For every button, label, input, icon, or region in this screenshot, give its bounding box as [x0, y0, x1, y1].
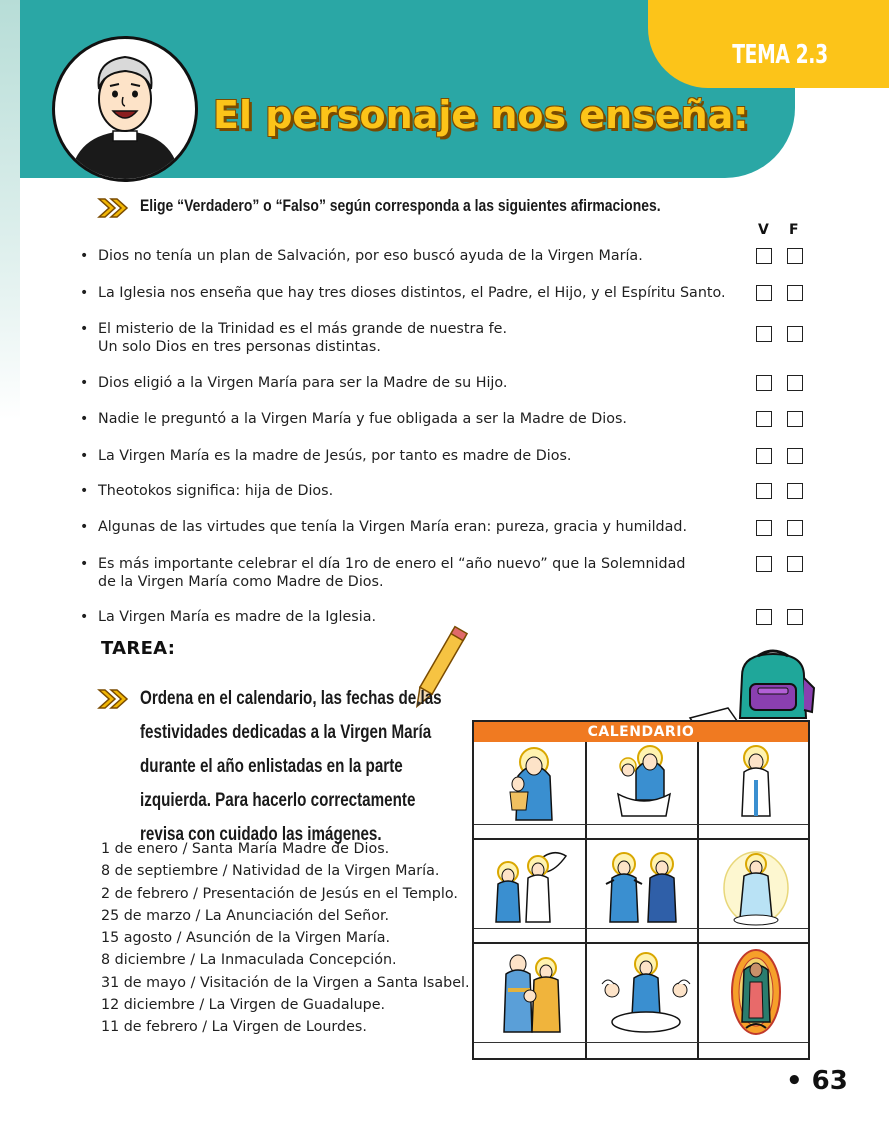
grid-line: [474, 928, 808, 929]
mother-of-god-image: [496, 746, 564, 822]
true-checkbox[interactable]: [756, 248, 772, 264]
date-item: 1 de enero / Santa María Madre de Dios.: [101, 841, 390, 857]
tema-label: TEMA 2.3: [732, 40, 828, 70]
statement-item: • Dios eligió a la Virgen María para ser la Madre de su Hijo.: [80, 375, 508, 391]
grid-line: [585, 742, 587, 1058]
false-checkbox[interactable]: [787, 448, 803, 464]
true-column-header: V: [758, 222, 769, 238]
true-checkbox[interactable]: [756, 609, 772, 625]
true-checkbox[interactable]: [756, 411, 772, 427]
date-list: [101, 838, 470, 1039]
statement-item: • La Iglesia nos enseña que hay tres dioses distintos, el Padre, el Hijo, y el Espíritu Santo.: [80, 285, 726, 301]
nativity-image: [610, 744, 678, 822]
calendar-title: CALENDARIO: [474, 722, 808, 742]
grid-line: [697, 742, 699, 1058]
grid-line: [474, 824, 808, 825]
homework-instruction: Ordena en el calendario, las fechas de las festividades dedicadas a la Virgen María durante el año enlistadas en la parte izquierda. Para hacerlo correctamente revisa con cuidado las imágenes.: [140, 688, 442, 845]
grid-line: [474, 1042, 808, 1043]
statement-item: • Nadie le preguntó a la Virgen María y fue obligada a ser la Madre de Dios.: [80, 411, 627, 427]
statement-item: • Algunas de las virtudes que tenía la Virgen María eran: pureza, gracia y humildad.: [80, 519, 687, 535]
visitation-image: [598, 850, 690, 924]
date-item: 31 de mayo / Visitación de la Virgen a Santa Isabel.: [101, 974, 470, 991]
false-checkbox[interactable]: [787, 411, 803, 427]
guadalupe-image: [730, 948, 782, 1038]
calendar-grid: [472, 720, 810, 1060]
false-checkbox[interactable]: [787, 483, 803, 499]
date-item: 2 de febrero / Presentación de Jesús en el Templo.: [101, 885, 458, 902]
annunciation-image: [490, 846, 570, 926]
assumption-image: [600, 950, 692, 1036]
false-checkbox[interactable]: [787, 326, 803, 342]
false-checkbox[interactable]: [787, 609, 803, 625]
true-checkbox[interactable]: [756, 375, 772, 391]
left-decorative-strip: [0, 0, 20, 420]
true-checkbox[interactable]: [756, 556, 772, 572]
priest-avatar: [52, 36, 198, 182]
statement-item: • La Virgen María es madre de la Iglesia.: [80, 609, 377, 625]
false-checkbox[interactable]: [787, 556, 803, 572]
page-number-value: 63: [811, 1066, 848, 1096]
true-checkbox[interactable]: [756, 520, 772, 536]
true-checkbox[interactable]: [756, 326, 772, 342]
true-checkbox[interactable]: [756, 448, 772, 464]
lourdes-image: [732, 744, 780, 824]
page-title: El personaje nos enseña:: [213, 93, 749, 137]
false-checkbox[interactable]: [787, 520, 803, 536]
date-item: 25 de marzo / La Anunciación del Señor.: [101, 907, 390, 924]
priest-illustration: [55, 39, 195, 179]
statement-item: • El misterio de la Trinidad es el más grande de nuestra fe. Un solo Dios en tres personas distintas.: [80, 321, 508, 355]
presentation-temple-image: [496, 950, 566, 1036]
date-item: 8 diciembre / La Inmaculada Concepción.: [101, 952, 397, 969]
page-number: [786, 1066, 848, 1096]
true-checkbox[interactable]: [756, 285, 772, 301]
false-checkbox[interactable]: [787, 248, 803, 264]
false-column-header: F: [789, 222, 799, 238]
page-number-dot: •: [786, 1066, 812, 1096]
immaculate-conception-image: [720, 848, 792, 926]
date-item: 8 de septiembre / Natividad de la Virgen María.: [101, 863, 440, 880]
statement-item: • La Virgen María es la madre de Jesús, por tanto es madre de Dios.: [80, 448, 572, 464]
date-item: 11 de febrero / La Virgen de Lourdes.: [101, 1019, 367, 1036]
homework-title: TAREA:: [101, 638, 176, 659]
date-item: 12 diciembre / La Virgen de Guadalupe.: [101, 997, 386, 1014]
double-chevron-icon: [97, 197, 131, 219]
date-item: 15 agosto / Asunción de la Virgen María.: [101, 930, 391, 947]
statement-item: • Dios no tenía un plan de Salvación, por eso buscó ayuda de la Virgen María.: [80, 248, 643, 264]
false-checkbox[interactable]: [787, 375, 803, 391]
statement-item: • Theotokos significa: hija de Dios.: [80, 483, 334, 499]
statement-item: • Es más importante celebrar el día 1ro de enero el “año nuevo” que la Solemnidad de la Virgen María como Madre de Dios.: [80, 556, 686, 590]
exercise-instruction: Elige “Verdadero” o “Falso” según corresponda a las siguientes afirmaciones.: [140, 196, 661, 215]
false-checkbox[interactable]: [787, 285, 803, 301]
grid-line: [474, 838, 808, 840]
double-chevron-icon: [97, 688, 131, 710]
true-checkbox[interactable]: [756, 483, 772, 499]
grid-line: [474, 942, 808, 944]
